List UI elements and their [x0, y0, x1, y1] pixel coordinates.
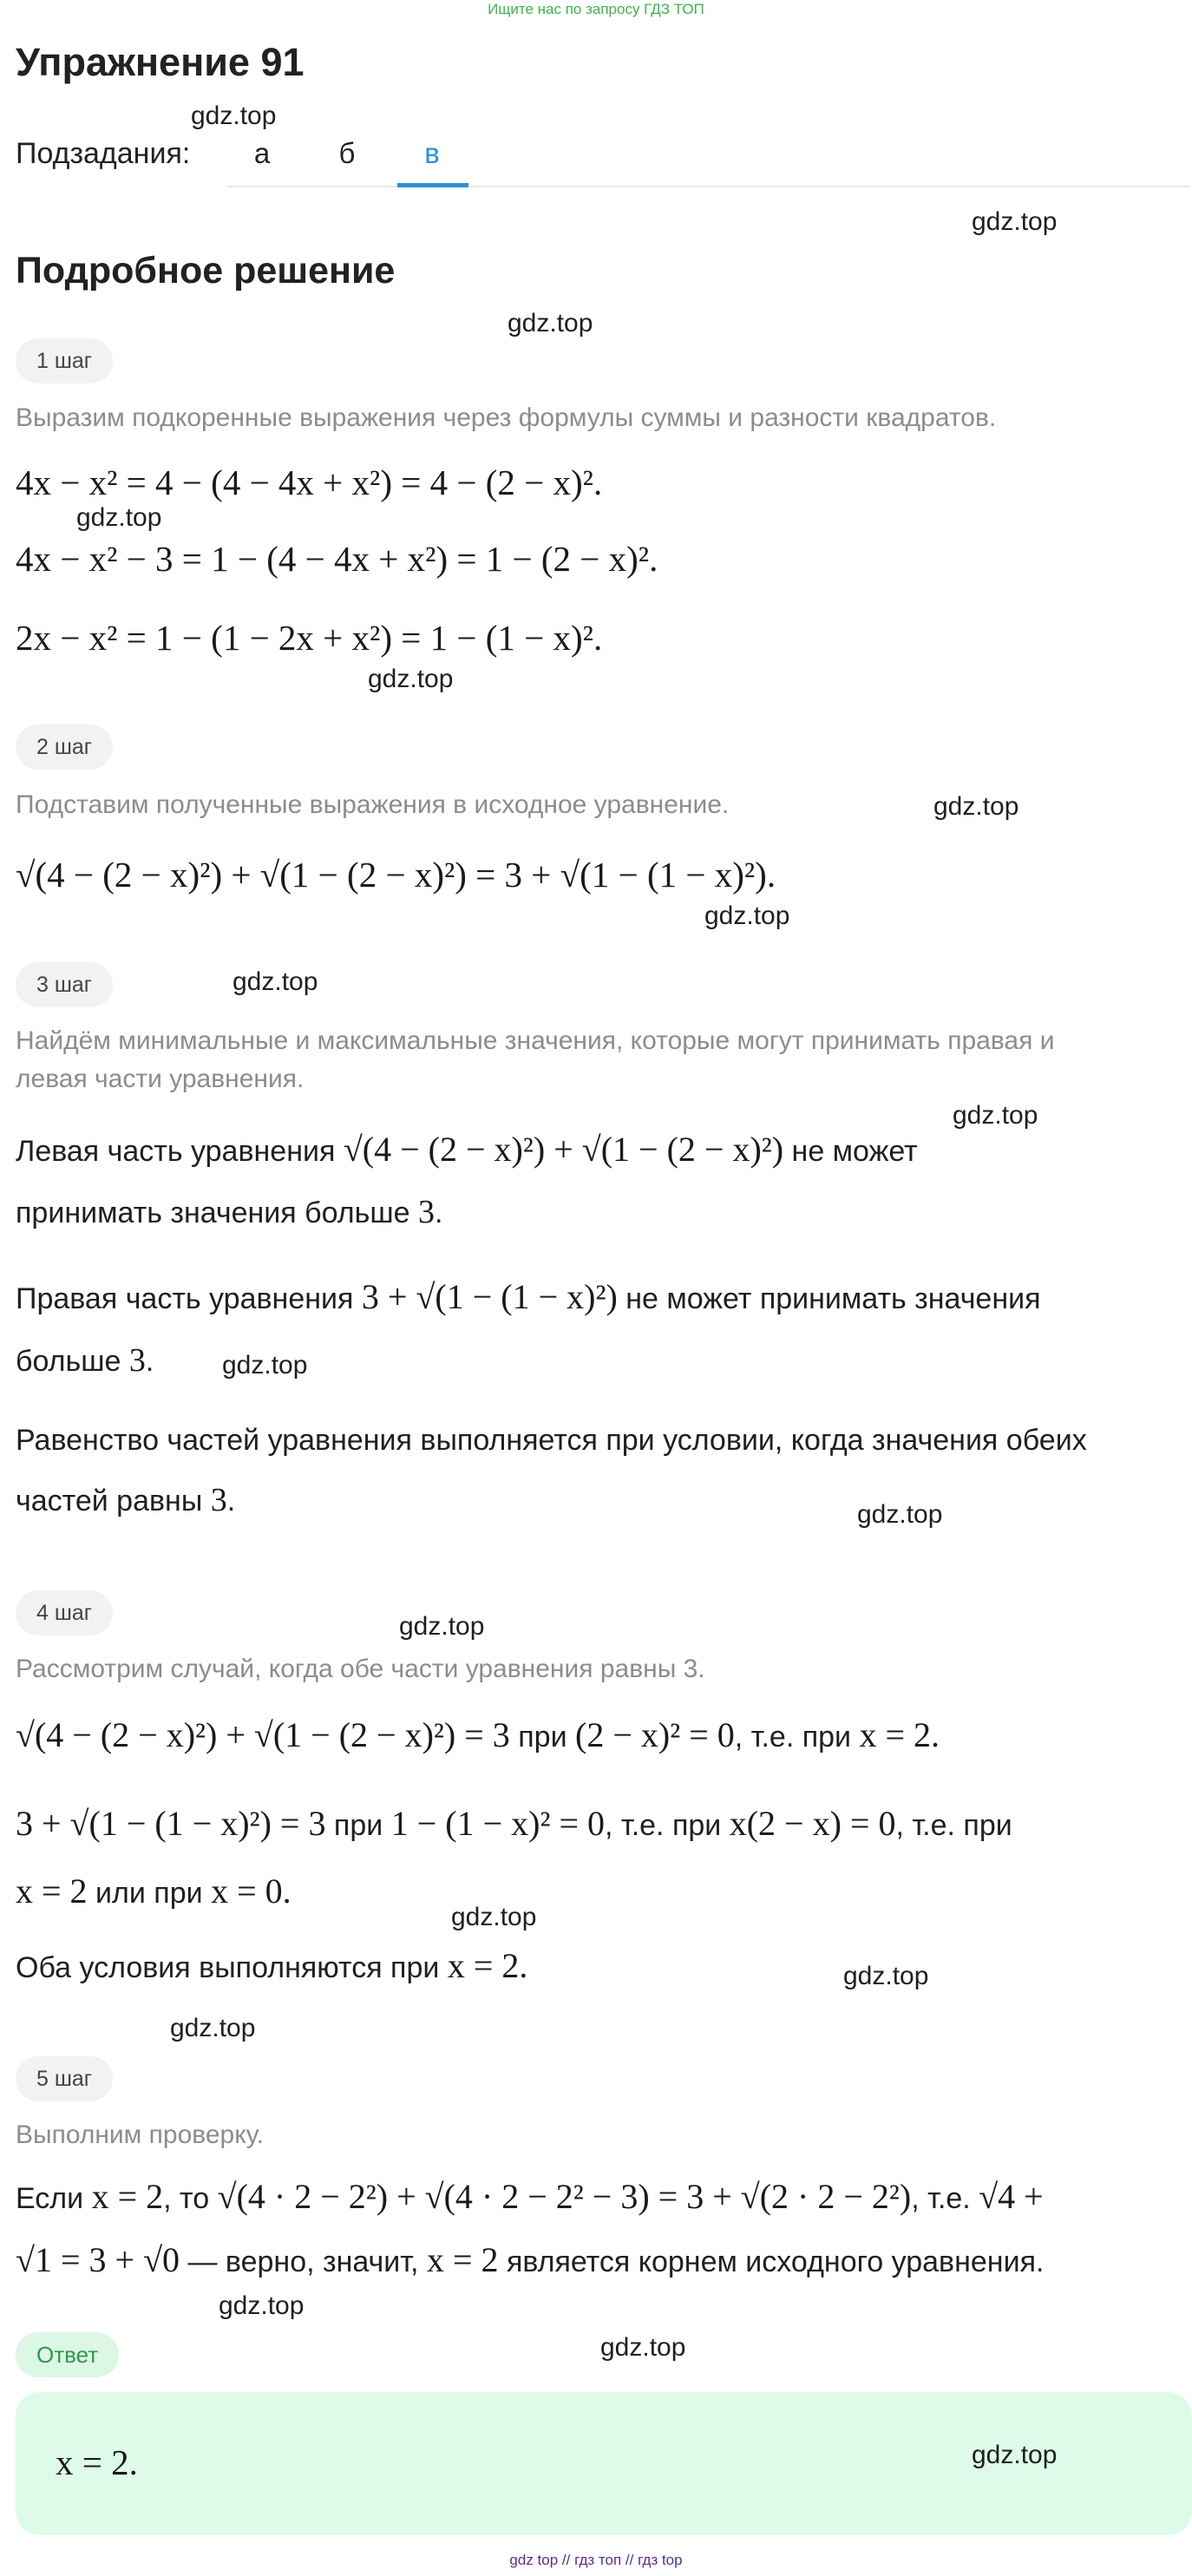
watermark: gdz.top — [508, 309, 593, 338]
tab-v[interactable]: в — [424, 137, 440, 169]
step-badge: 2 шаг — [16, 724, 113, 770]
tab-a[interactable]: а — [253, 137, 271, 169]
step-badge: 3 шаг — [16, 962, 113, 1007]
watermark: gdz.top — [972, 2441, 1058, 2469]
step-description: Найдём минимальные и максимальные значения, которые могут принимать правая и — [16, 1026, 1055, 1055]
step-badge: 1 шаг — [16, 338, 113, 383]
watermark: gdz.top — [233, 967, 318, 996]
section-title: Подробное решение — [16, 250, 396, 292]
paragraph: принимать значения больше 3. — [16, 1194, 443, 1230]
paragraph: 3 + √(1 − (1 − x)²) = 3 при 1 − (1 − x)² = 0, т.е. при x(2 − x) = 0, т.е. при — [16, 1804, 1012, 1843]
watermark: gdz.top — [222, 1351, 308, 1380]
answer-value: x = 2. — [56, 2442, 138, 2482]
step-description: Подставим полученные выражения в исходное уравнение. — [16, 790, 730, 819]
active-tab-indicator — [397, 183, 468, 187]
equation: 4x − x² − 3 = 1 − (4 − 4x + x²) = 1 − (2 − x)². — [16, 539, 658, 579]
paragraph: √1 = 3 + √0 — верно, значит, x = 2 является корнем исходного уравнения. — [16, 2240, 1045, 2279]
paragraph: больше 3. — [16, 1342, 154, 1379]
watermark: gdz.top — [933, 792, 1019, 821]
paragraph: Правая часть уравнения 3 + √(1 − (1 − x)²) не может принимать значения — [16, 1277, 1041, 1316]
step-description: Рассмотрим случай, когда обе части уравнения равны 3. — [16, 1655, 705, 1683]
paragraph: √(4 − (2 − x)²) + √(1 − (2 − x)²) = 3 при (2 − x)² = 0, т.е. при x = 2. — [16, 1715, 940, 1754]
tab-b[interactable]: б — [338, 137, 356, 169]
watermark: gdz.top — [857, 1500, 943, 1529]
subtasks-label: Подзадания: — [16, 137, 191, 170]
watermark: gdz.top — [399, 1612, 485, 1641]
answer-badge: Ответ — [16, 2332, 119, 2377]
watermark: gdz.top — [843, 1962, 929, 1990]
equation: √(4 − (2 − x)²) + √(1 − (2 − x)²) = 3 + √(1 − (1 − x)²). — [16, 855, 776, 895]
equation: 2x − x² = 1 − (1 − 2x + x²) = 1 − (1 − x)². — [16, 618, 603, 658]
step-description: левая части уравнения. — [16, 1065, 305, 1093]
watermark: gdz.top — [368, 665, 454, 693]
step-badge: 4 шаг — [16, 1590, 113, 1635]
watermark: gdz.top — [953, 1101, 1038, 1130]
watermark: gdz.top — [170, 2014, 256, 2042]
equation: 4x − x² = 4 − (4 − 4x + x²) = 4 − (2 − x)². — [16, 462, 603, 502]
paragraph: Оба условия выполняются при x = 2. — [16, 1946, 528, 1985]
watermark: gdz.top — [600, 2333, 686, 2362]
paragraph: Равенство частей уравнения выполняется при условии, когда значения обеих — [16, 1424, 1087, 1457]
tabs-divider — [227, 186, 1190, 187]
watermark: gdz.top — [451, 1903, 537, 1931]
paragraph: частей равны 3. — [16, 1482, 236, 1518]
paragraph: Если x = 2, то √(4 · 2 − 2²) + √(4 · 2 − 2² − 3) = 3 + √(2 · 2 − 2²), т.е. √4 + — [16, 2177, 1044, 2216]
watermark: gdz.top — [76, 503, 162, 532]
page-title: Упражнение 91 — [16, 40, 305, 84]
paragraph: Левая часть уравнения √(4 − (2 − x)²) + √(1 − (2 − x)²) не может — [16, 1130, 918, 1169]
step-description: Выразим подкоренные выражения через формулы суммы и разности квадратов. — [16, 403, 997, 432]
search-hint-link[interactable]: Ищите нас по запросу ГДЗ ТОП — [488, 1, 704, 17]
footer-links[interactable]: gdz top // гдз топ // гдз top — [509, 2552, 683, 2568]
step-badge: 5 шаг — [16, 2056, 113, 2101]
watermark: gdz.top — [191, 102, 277, 130]
watermark: gdz.top — [972, 207, 1058, 236]
step-description: Выполним проверку. — [16, 2120, 265, 2149]
watermark: gdz.top — [219, 2291, 305, 2320]
paragraph: x = 2 или при x = 0. — [16, 1871, 291, 1911]
watermark: gdz.top — [704, 901, 790, 930]
